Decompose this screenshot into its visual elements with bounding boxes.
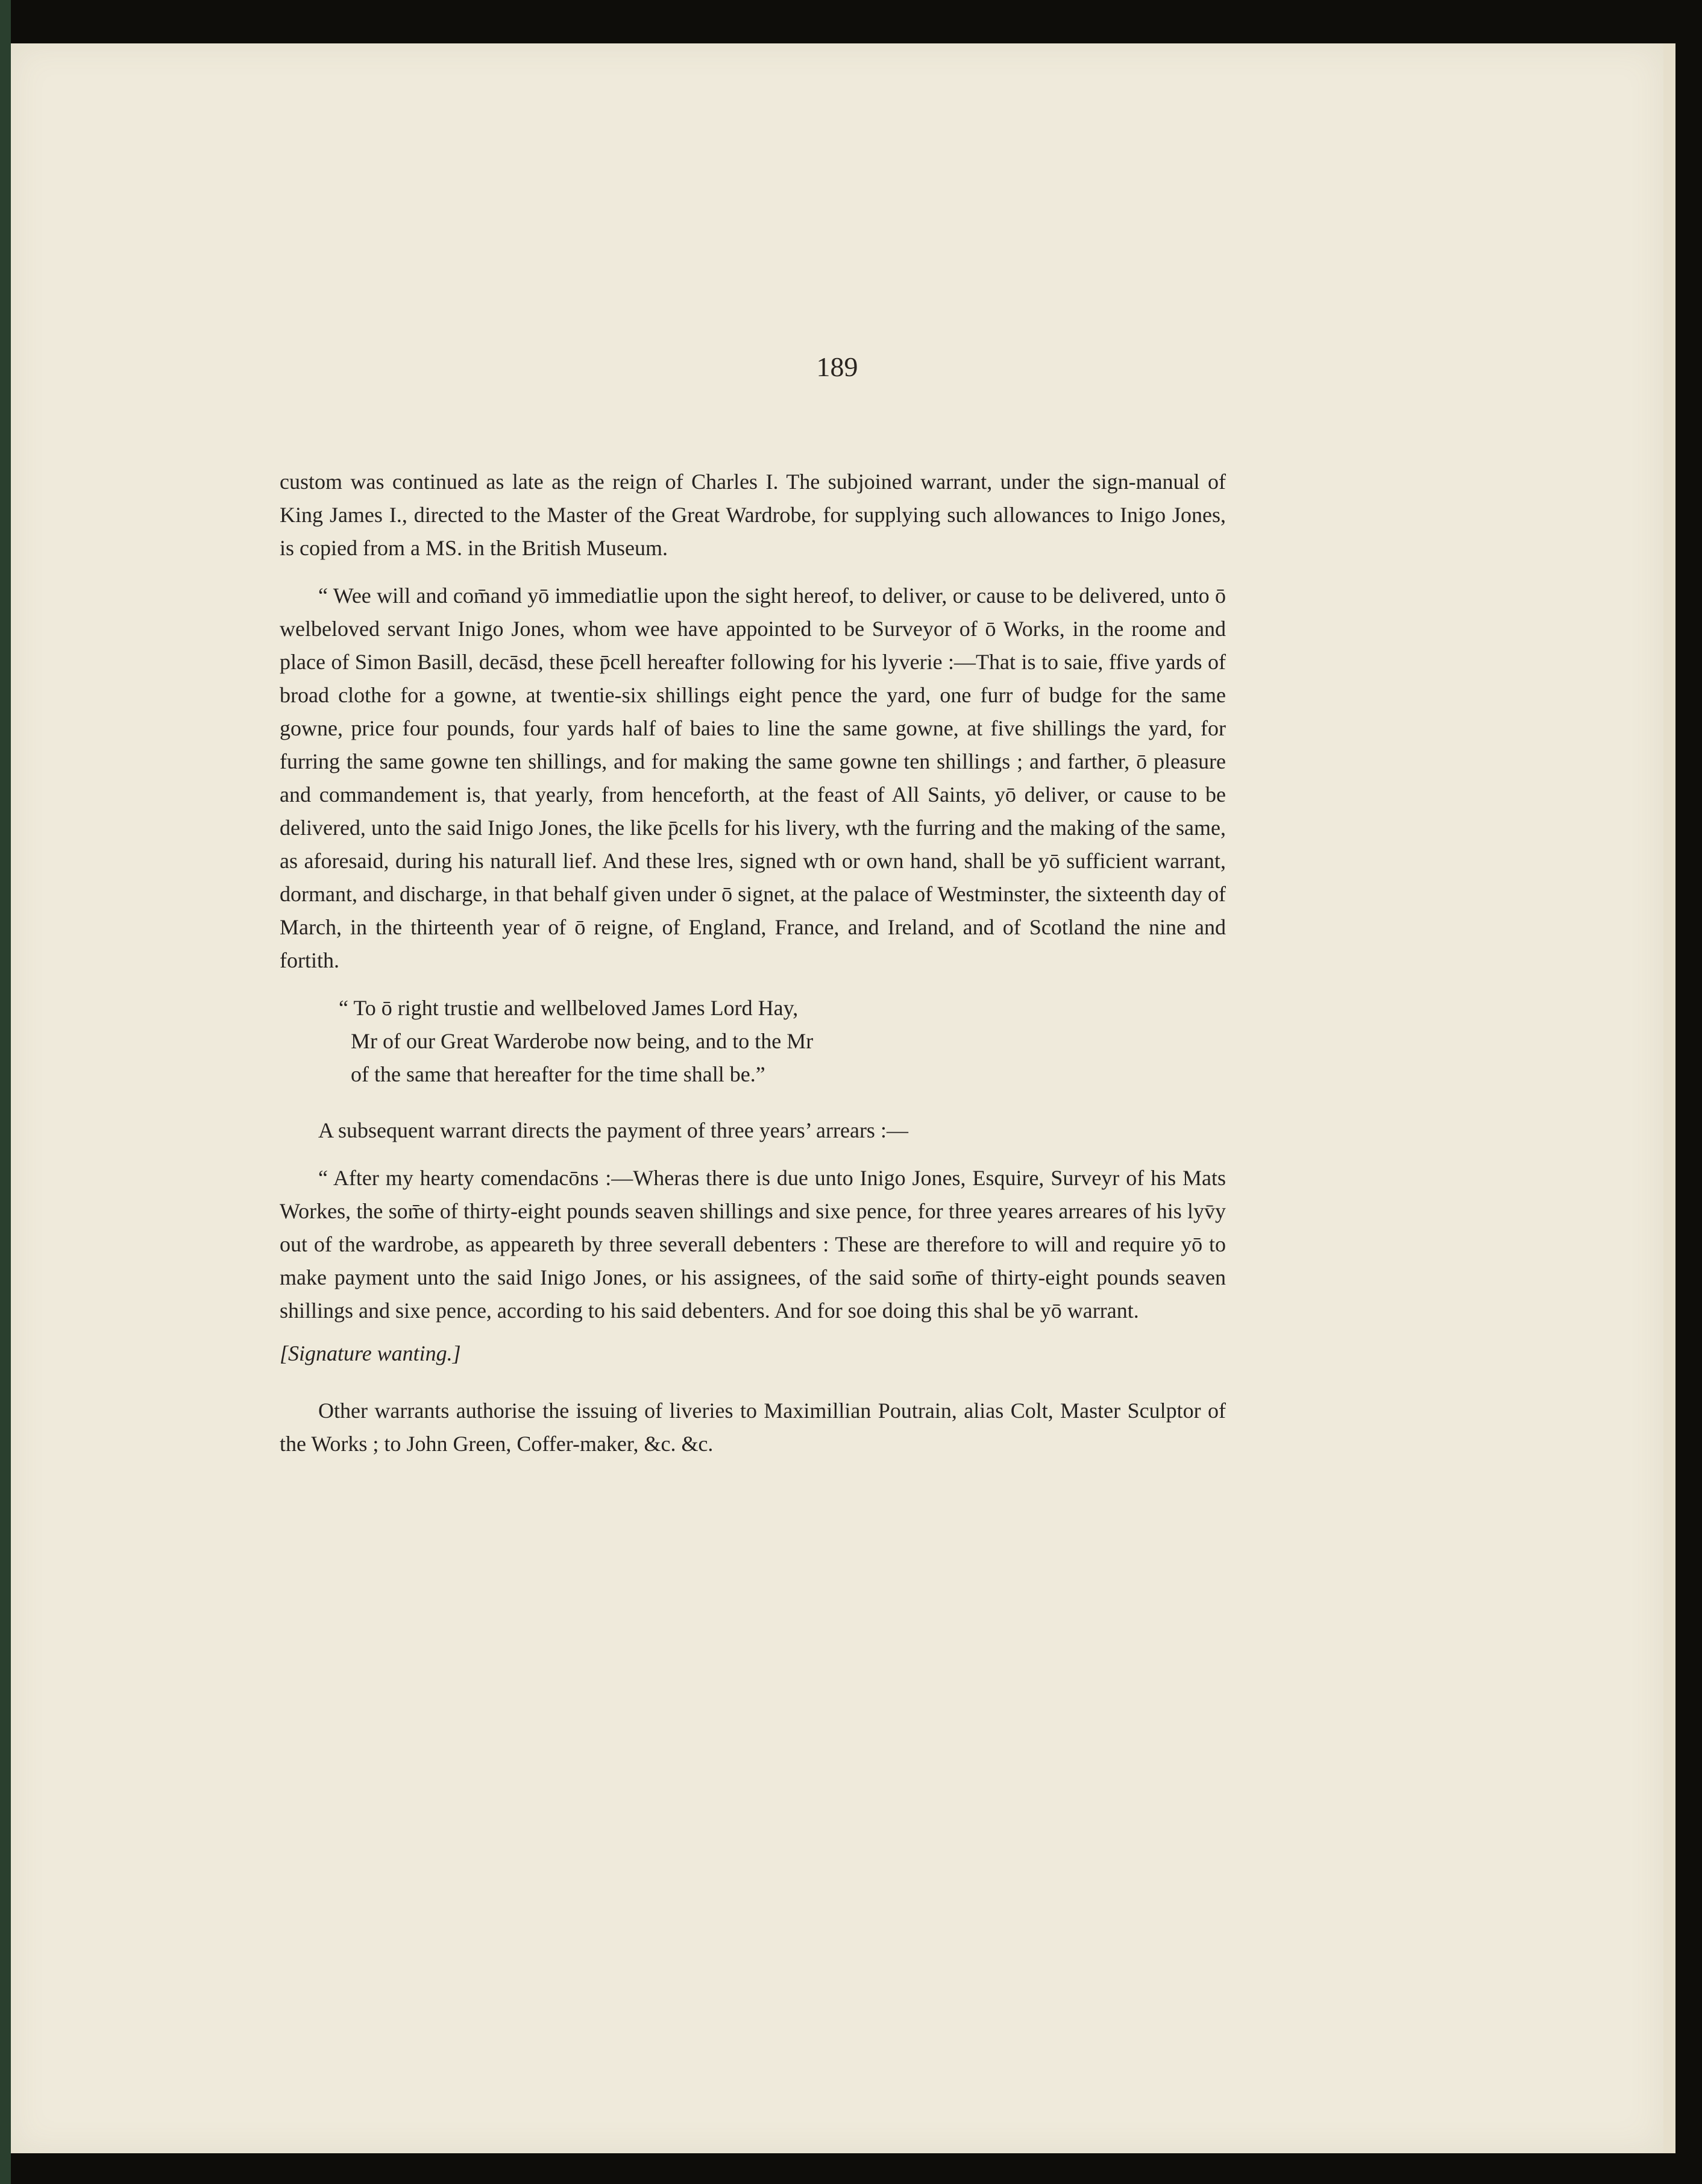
body-text xyxy=(280,465,1226,1475)
paragraph-intro: custom was continued as late as the reign of Charles I. The subjoined warrant, under the sign-manual of King James I., directed to the Master of the Great Wardrobe, for supplying such allowances to Inigo Jones, is copied from a MS. in the British Museum. xyxy=(280,470,1226,560)
paragraph-arrears-warrant: “ After my hearty comendacōns :—Wheras there is due unto Inigo Jones, Esquire, Surveyr of his Mats Workes, the som̄e of thirty-eight pounds seaven shillings and sixe pence, for three yeares arreares of his lyv̄y out of the wardrobe, as appeareth by three severall debenters : These are therefore to will and require yō to make payment unto the said Inigo Jones, or his assignees, of the said som̄e of thirty-eight pounds seaven shillings and sixe pence, according to his said debenters. And for soe doing this shal be yō warrant. xyxy=(280,1166,1226,1323)
paragraph-subsequent: A subsequent warrant directs the payment of three years’ arrears :— xyxy=(318,1118,908,1142)
paragraph-warrant: “ Wee will and com̄and yō immediatlie upon the sight hereof, to deliver, or cause to be delivered, unto ō welbeloved servant Inigo Jones, whom wee have appointed to be Surveyor of ō Works, in the roome and place of Simon Basill, decāsd, these p̄cell hereafter following for his lyverie :—That is to saie, ffive yards of broad clothe for a gowne, at twentie-six shillings eight pence the yard, one furr of budge for the same gowne, price four pounds, four yards half of baies to line the same gowne, at five shillings the yard, for furring the same gowne ten shillings, and for making the same gowne ten shillings ; and farther, ō pleasure and commandement is, that yearly, from henceforth, at the feast of All Saints, yō deliver, or cause to be delivered, unto the said Inigo Jones, the like p̄cells for his livery, wth the furring and the making of the same, as aforesaid, during his naturall lief. And these lres, signed wth or own hand, shall be yō sufficient warrant, dormant, and discharge, in that behalf given under ō signet, at the palace of Westminster, the sixteenth day of March, in the thirteenth year of ō reigne, of England, France, and Ireland, and of Scotland the nine and fortith. xyxy=(280,584,1226,972)
address-line: Mr of our Great Warderobe now being, and to the Mr xyxy=(351,1029,814,1053)
address-line: of the same that hereafter for the time shall be.” xyxy=(351,1062,765,1086)
address-block xyxy=(280,992,1226,1091)
page-number: 189 xyxy=(816,351,858,382)
address-line: “ To ō right trustie and wellbeloved James Lord Hay, xyxy=(339,996,799,1020)
book-page xyxy=(11,43,1663,2153)
paragraph-other-warrants: Other warrants authorise the issuing of liveries to Maximillian Poutrain, alias Colt, Master Sculptor of the Works ; to John Green, Coffer-maker, &c. &c. xyxy=(280,1399,1226,1456)
page-edge xyxy=(1663,43,1675,2153)
signature-note: [Signature wanting.] xyxy=(280,1341,461,1365)
binding-strip xyxy=(0,0,11,2184)
